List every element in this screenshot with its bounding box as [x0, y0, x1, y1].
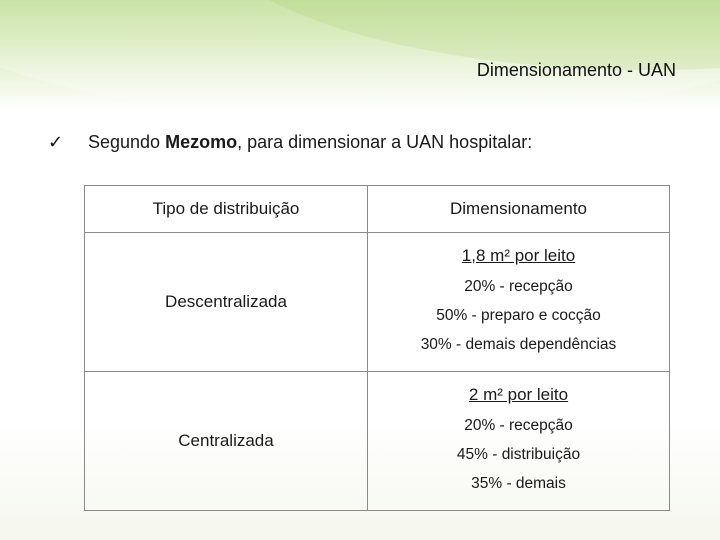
bullet-prefix: Segundo [88, 132, 166, 152]
slide-title: Dimensionamento - UAN [476, 60, 676, 80]
area-per-bed: 1,8 m² por leito [461, 245, 576, 265]
bullet-text [88, 132, 532, 153]
table-row [85, 372, 670, 511]
cell-dimensionamento [368, 372, 670, 511]
header-band [0, 0, 720, 110]
header-dimensionamento: Dimensionamento [368, 186, 670, 233]
checkmark-icon: ✓ [48, 132, 64, 152]
percentage-line: 45% - distribuição [456, 445, 581, 463]
cell-tipo: Descentralizada [85, 233, 368, 372]
bullet-item [48, 132, 688, 153]
cell-dimensionamento [368, 233, 670, 372]
area-per-bed: 2 m² por leito [468, 384, 569, 404]
cell-tipo: Centralizada [85, 372, 368, 511]
percentage-line: 35% - demais [471, 474, 566, 492]
percentage-line: 30% - demais dependências [420, 335, 617, 353]
bullet-bold: Mezomo [165, 132, 238, 152]
dimensioning-table [84, 185, 670, 511]
percentage-line: 50% - preparo e cocção [436, 306, 601, 324]
table-row [85, 233, 670, 372]
bullet-suffix: , para dimensionar a UAN hospitalar: [237, 132, 533, 152]
percentage-line: 20% - recepção [464, 416, 573, 434]
table-header-row [85, 186, 670, 233]
header-tipo: Tipo de distribuição [85, 186, 368, 233]
percentage-line: 20% - recepção [464, 277, 573, 295]
